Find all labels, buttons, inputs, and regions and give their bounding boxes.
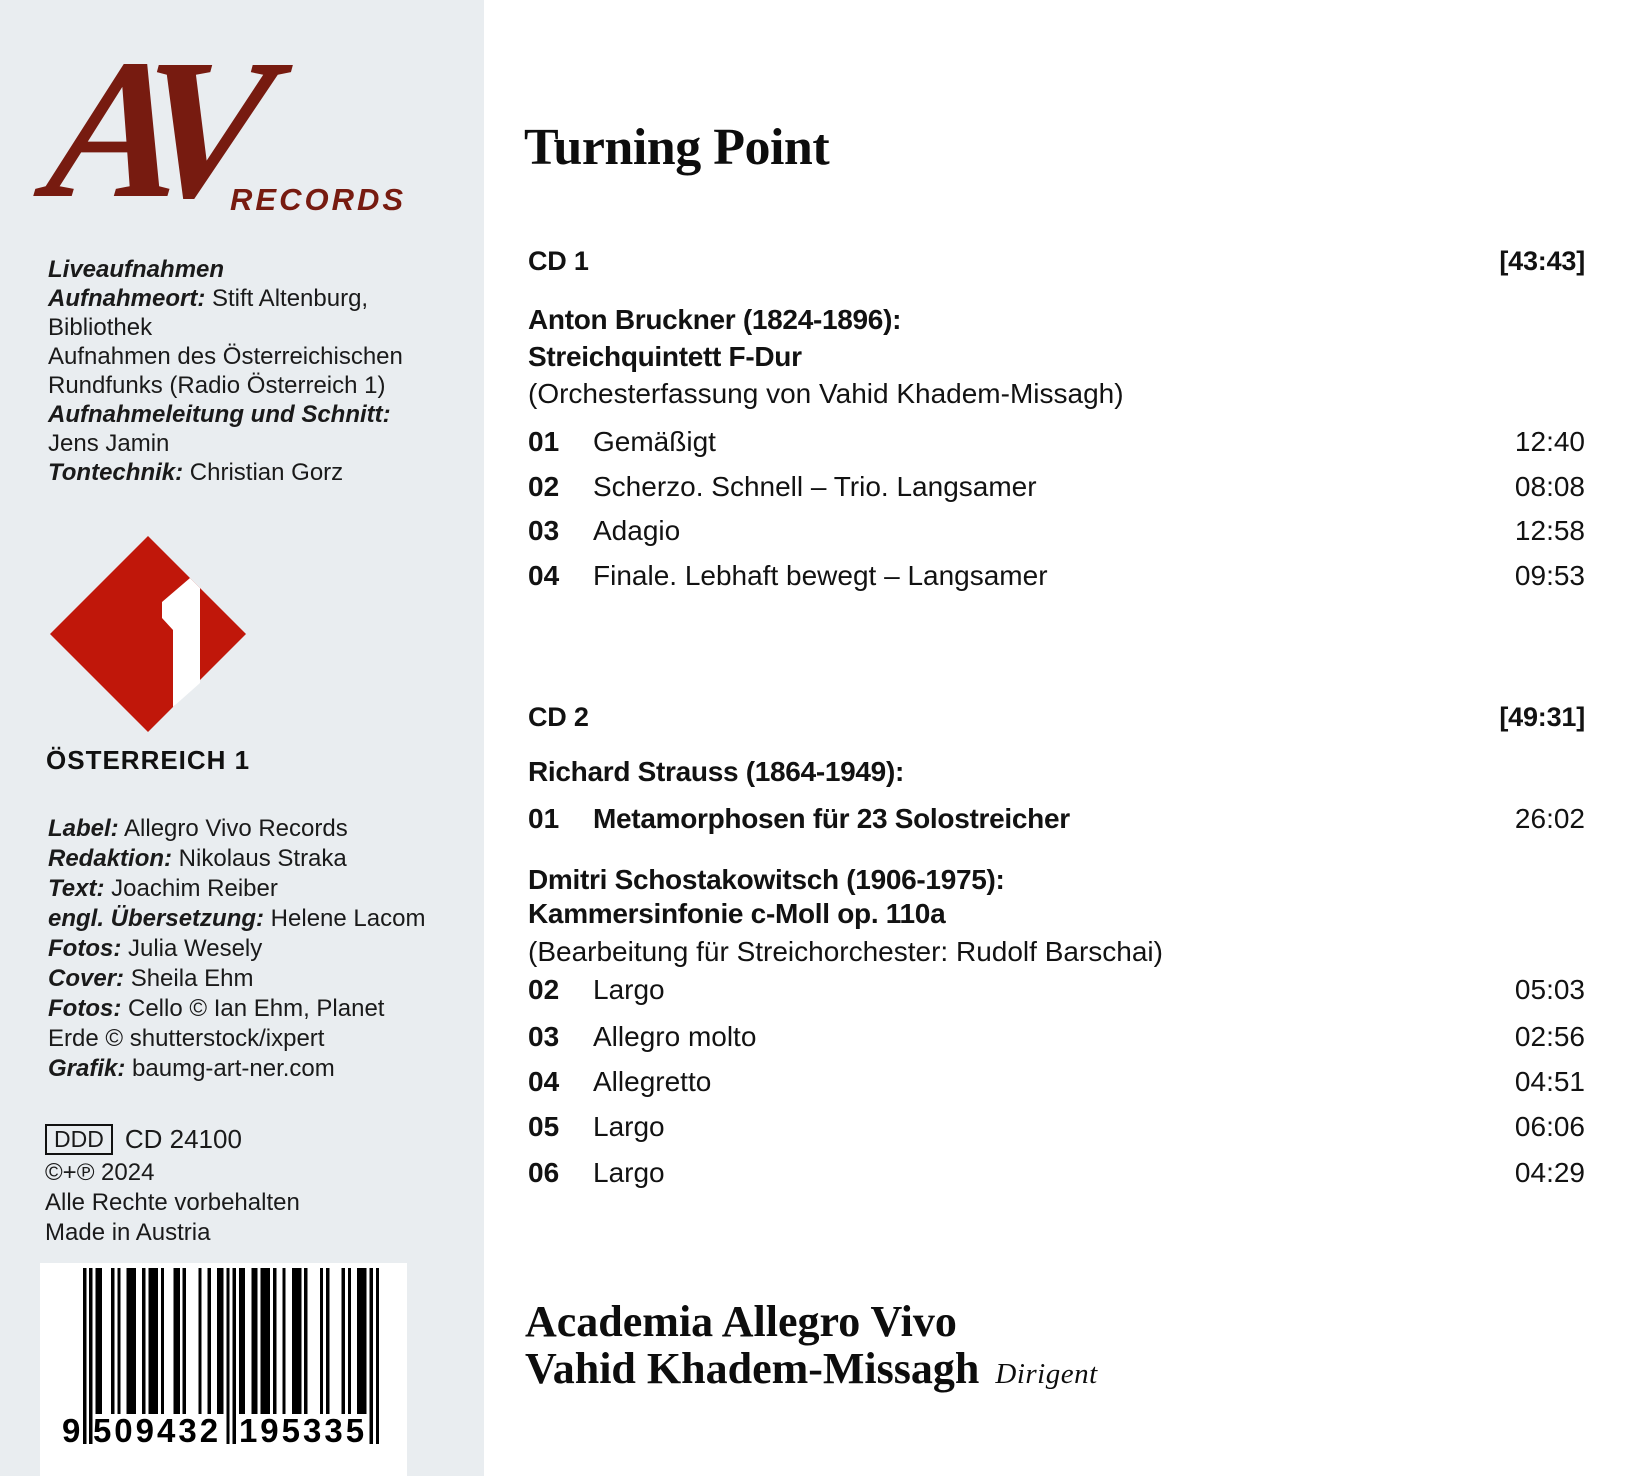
label-credits: [48, 814, 478, 1084]
credit-line: [48, 429, 478, 458]
ensemble-name: Academia Allegro Vivo: [525, 1297, 957, 1346]
track-time: 06:06: [1514, 1111, 1585, 1142]
catalog-number: CD 24100: [124, 1124, 242, 1154]
track-time: 08:08: [1514, 471, 1585, 502]
credit-label: engl. Übersetzung:: [48, 905, 265, 932]
track-row: [528, 1065, 1585, 1099]
credit-label: Aufnahmeort:: [48, 285, 206, 312]
track-row: [528, 559, 1585, 593]
credit-label: Cover:: [48, 965, 125, 992]
credit-value: Joachim Reiber: [104, 875, 278, 902]
credit-value: Nikolaus Straka: [172, 845, 347, 872]
barcode-digit-left: 9: [62, 1412, 81, 1449]
track-title: Adagio: [593, 515, 681, 546]
work-title: Streichquintett F-Dur: [528, 341, 802, 372]
credit-line: [48, 458, 478, 487]
track-time: 04:29: [1514, 1157, 1585, 1188]
credit-value: Sheila Ehm: [124, 965, 254, 992]
album-title: Turning Point: [524, 118, 830, 176]
credit-line: [48, 994, 478, 1024]
credit-label: Liveaufnahmen: [48, 256, 225, 283]
track-row: [528, 470, 1585, 504]
credit-value: Erde © shutterstock/ixpert: [48, 1025, 325, 1052]
credit-line: [48, 371, 478, 400]
sidebar: [0, 0, 484, 1476]
track-number: 06: [528, 1157, 560, 1188]
catalog-row: [45, 1122, 300, 1156]
track-number: 01: [528, 803, 560, 834]
credit-line: [48, 255, 478, 284]
credit-line: [48, 1054, 478, 1084]
credit-line: [48, 400, 478, 429]
track-time: 04:51: [1514, 1066, 1585, 1097]
track-title: Largo: [593, 974, 665, 1005]
origin-line: Made in Austria: [45, 1219, 211, 1246]
credit-line: [48, 844, 478, 874]
credit-line: [48, 814, 478, 844]
disc2-header: [528, 702, 1585, 733]
credit-label: Text:: [48, 875, 105, 902]
track-row: [528, 1110, 1585, 1144]
credit-value: Bibliothek: [48, 314, 153, 341]
conductor-role: Dirigent: [995, 1358, 1098, 1390]
credit-line: [48, 904, 478, 934]
disc2-name: CD 2: [528, 702, 589, 732]
arrangement-note: (Orchesterfassung von Vahid Khadem-Missagh): [528, 378, 1124, 409]
credit-label: Label:: [48, 815, 119, 842]
credit-label: Aufnahmeleitung und Schnitt:: [48, 401, 391, 428]
credit-value: Julia Wesely: [121, 935, 263, 962]
credit-value: Jens Jamin: [48, 430, 170, 457]
credit-value: baumg-art-ner.com: [125, 1055, 335, 1082]
credit-line: [48, 934, 478, 964]
disc2-total-time: [49:31]: [1499, 702, 1585, 732]
track-time: 09:53: [1514, 560, 1585, 591]
credit-line: [48, 313, 478, 342]
barcode-digit-group2: 195335: [238, 1412, 368, 1449]
composer-heading: Richard Strauss (1864-1949):: [528, 756, 904, 787]
recording-credits: [48, 255, 478, 487]
composer-heading: Anton Bruckner (1824-1896):: [528, 304, 902, 335]
track-time: 05:03: [1514, 974, 1585, 1005]
track-number: 02: [528, 974, 560, 1005]
work-title: Kammersinfonie c-Moll op. 110a: [528, 898, 946, 929]
disc1-total-time: [43:43]: [1499, 246, 1585, 276]
credit-line: [48, 964, 478, 994]
credit-value: Cello © Ian Ehm, Planet: [121, 995, 385, 1022]
track-number: 03: [528, 1021, 560, 1052]
credit-value: Stift Altenburg,: [205, 285, 369, 312]
track-time: 26:02: [1514, 803, 1585, 834]
track-row: [528, 1020, 1585, 1054]
track-row: [528, 514, 1585, 548]
track-number: 05: [528, 1111, 560, 1142]
credit-line: [48, 874, 478, 904]
track-title: Finale. Lebhaft bewegt – Langsamer: [593, 560, 1048, 591]
track-title: Gemäßigt: [593, 426, 716, 457]
track-row: [528, 425, 1585, 459]
credit-value: Rundfunks (Radio Österreich 1): [48, 372, 386, 399]
credit-value: Allegro Vivo Records: [118, 815, 348, 842]
credit-line: [48, 284, 478, 313]
track-row: [528, 973, 1585, 1007]
track-time: 12:58: [1514, 515, 1585, 546]
disc1-name: CD 1: [528, 246, 589, 276]
track-number: 02: [528, 471, 560, 502]
credit-value: Helene Lacom: [264, 905, 426, 932]
ddd-format-badge: DDD: [45, 1124, 113, 1155]
arrangement-note: (Bearbeitung für Streichorchester: Rudolf Barschai): [528, 936, 1163, 967]
credit-label: Fotos:: [48, 935, 122, 962]
oesterreich-1-caption: ÖSTERREICH 1: [46, 745, 251, 775]
track-number: 04: [528, 560, 560, 591]
track-title: Largo: [593, 1157, 665, 1188]
track-title: Allegretto: [593, 1066, 712, 1097]
credit-label: Grafik:: [48, 1055, 126, 1082]
credit-label: Fotos:: [48, 995, 122, 1022]
copyright-line: ©+℗ 2024: [45, 1159, 155, 1186]
credit-label: Tontechnik:: [48, 459, 184, 486]
credit-label: Redaktion:: [48, 845, 173, 872]
track-row: [528, 802, 1585, 836]
track-title: Allegro molto: [593, 1021, 757, 1052]
credit-line: [48, 342, 478, 371]
conductor-line: [525, 1344, 1098, 1393]
track-time: 12:40: [1514, 426, 1585, 457]
oesterreich-1-logo-icon: [40, 526, 256, 742]
track-title: Largo: [593, 1111, 665, 1142]
composer-heading: Dmitri Schostakowitsch (1906-1975):: [528, 864, 1005, 895]
av-records-logo-script: AV: [38, 19, 255, 240]
disc1-header: [528, 246, 1585, 277]
track-number: 01: [528, 426, 560, 457]
credit-value: Christian Gorz: [183, 459, 344, 486]
track-time: 02:56: [1514, 1021, 1585, 1052]
track-title: Metamorphosen für 23 Solostreicher: [593, 803, 1070, 834]
rights-line: Alle Rechte vorbehalten: [45, 1189, 300, 1216]
track-row: [528, 1156, 1585, 1190]
barcode-digit-group1: 509432: [92, 1412, 222, 1449]
track-number: 03: [528, 515, 560, 546]
conductor-name: Vahid Khadem-Missagh: [525, 1344, 980, 1393]
track-title: Scherzo. Schnell – Trio. Langsamer: [593, 471, 1037, 502]
credit-line: [48, 1024, 478, 1054]
track-number: 04: [528, 1066, 560, 1097]
credit-value: Aufnahmen des Österreichischen: [48, 343, 403, 370]
av-records-logo-wordmark: RECORDS: [230, 182, 407, 217]
release-info: [45, 1122, 300, 1248]
